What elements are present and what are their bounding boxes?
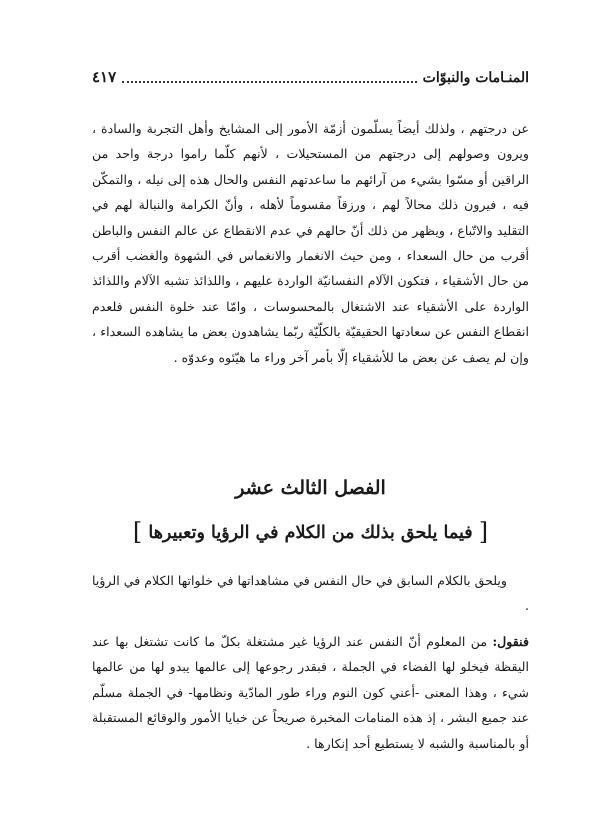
paragraph-3-text: من المعلوم أنّ النفس عند الرؤيا غير مشتغلة بكلّ ما كانت تشتغل بها عند اليقظة فيخلو لها الفضاء في الجملة ، فبقدر رجوعها إلى عالمها يبدو لها من عالمها شيء ، وهذا المعنى -أعني كون النوم وراء طور المادّية ونظامها- في الجملة مسلّم عند جميع البشر ، إذ هذه المنامات المخبرة صريحاً عن خبايا الأمور والوقائع المستقبلة أو بالمناسبة والشبه لا يستطيع أحد إنكارها . [92, 634, 529, 751]
running-header [92, 68, 529, 90]
body-text-block-3 [92, 629, 529, 756]
paragraph-3 [92, 629, 529, 756]
page-number: ٤١٧ [92, 68, 117, 86]
leader-dots [122, 81, 417, 83]
bracket-open: [ [478, 518, 489, 546]
chapter-title: الفصل الثالث عشر [235, 477, 386, 499]
paragraph-2-text: ويلحق بالكلام السابق في حال النفس في مشاهداتها في خلواتها الكلام في الرؤيا . [92, 573, 529, 614]
chapter-subtitle [92, 518, 529, 546]
paragraph-1: عن درجتهم ، ولذلك أيضاً يسلّمون أزمّة الأمور إلى المشايخ وأهل التجربة والسادة ، ويرون وصولهم إلى درجتهم من المستحيلات ، لأنهم كلّما راموا درجة واحد من الراقين أو مسّوا بشيء من آرائهم ما ساعدتهم النفس والحال هذه إلى نيله ، والتمكّن فيه ، فيرون ذلك محالاً لهم ، ورزقاً مقسوماً لأهله ، وأنّ الكرامة والنبالة لهم في التقليد والاتّباع ، ويظهر من ذلك أنّ حالهم في عدم الانقطاع عن عالم النفس والباطن أقرب من حال السعداء ، ومن حيث الانغمار والانغماس في الشهوة والغضب أقرب من حال الأشقياء ، فتكون الآلام النفسانيّة الواردة عليهم ، واللذائذ تشبه الآلام واللذائذ الواردة على الأشقياء عند الاشتغال بالمحسوسات ، وامّا عند خلوة النفس فلعدم انقطاع النفس عن سعادتها الحقيقيّة بالكلّيّة ربّما يشاهدون بعض ما يشاهده السعداء ، وإن لم يصف عن بعض ما للأشقياء إلّا بأمر آخر وراء ما هيّئوه وعدوّه . [92, 121, 529, 365]
body-text-block-2 [92, 568, 529, 619]
running-title: المنـامات والنبوّات [422, 70, 529, 86]
paragraph-2 [92, 568, 529, 619]
paragraph-3-lead: فنقول: [492, 634, 529, 649]
bracket-close: ] [132, 518, 143, 546]
chapter-subtitle-text: فيما يلحق بذلك من الكلام في الرؤيا وتعبيرها [148, 523, 473, 543]
body-text-block-1 [92, 116, 529, 370]
